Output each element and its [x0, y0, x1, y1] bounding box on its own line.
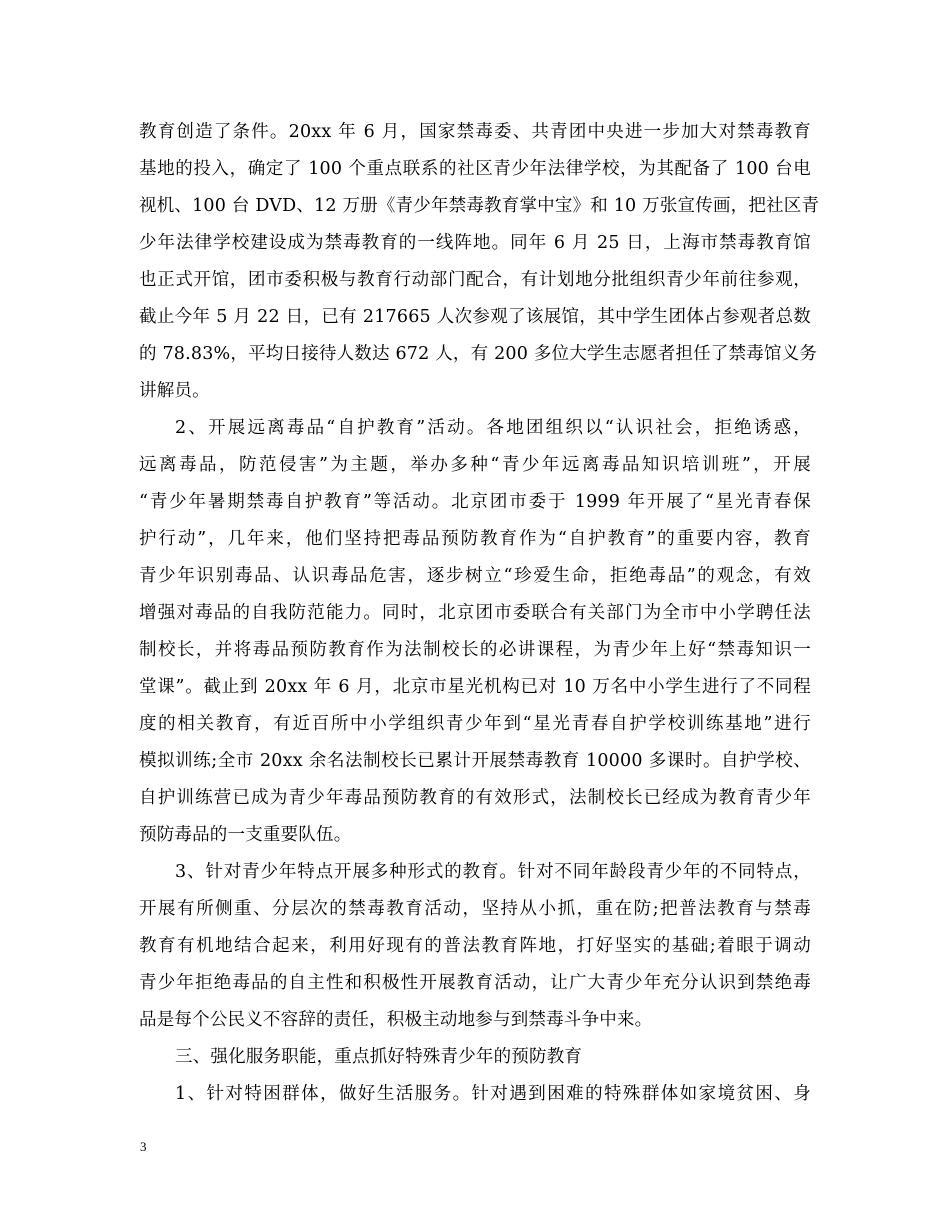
text-line: 远离毒品，防范侵害”为主题，举办多种“青少年远离毒品知识培训班”，开展: [139, 455, 811, 475]
paragraph-first-line: 1、针对特困群体，做好生活服务。针对遇到困难的特殊群体如家境贫困、身: [175, 1084, 811, 1104]
text-line: 视机、100 台 DVD、12 万册《青少年禁毒教育掌中宝》和 10 万张宣传画，把社区青: [139, 196, 820, 216]
paragraph-first-line: 2、开展远离毒品“自护教育”活动。各地团组织以“认识社会，拒绝诱惑，: [175, 418, 811, 438]
section-heading: 三、强化服务职能，重点抓好特殊青少年的预防教育: [175, 1047, 583, 1067]
text-line: 教育有机地结合起来，利用好现有的普法教育阵地，打好坚实的基础;着眼于调动: [139, 936, 811, 956]
page-number: 3: [140, 1139, 147, 1154]
text-line: 基地的投入，确定了 100 个重点联系的社区青少年法律学校，为其配备了 100 台电: [139, 159, 811, 179]
text-line: 制校长，并将毒品预防教育作为法制校长的必讲课程，为青少年上好“禁毒知识一: [139, 640, 811, 660]
text-line: 青少年拒绝毒品的自主性和积极性开展教育活动，让广大青少年充分认识到禁绝毒: [139, 973, 811, 993]
text-line: 的 78.83%，平均日接待人数达 672 人，有 200 多位大学生志愿者担任了禁毒馆义务: [139, 344, 818, 364]
body-text: [139, 114, 820, 1113]
text-line: 模拟训练;全市 20xx 余名法制校长已累计开展禁毒教育 10000 多课时。自护学校、: [139, 751, 811, 771]
text-line: 护行动”，几年来，他们坚持把毒品预防教育作为“自护教育”的重要内容，教育: [139, 529, 811, 549]
text-line: 度的相关教育，有近百所中小学组织青少年到“星光青春自护学校训练基地”进行: [139, 714, 811, 734]
text-line: 青少年识别毒品、认识毒品危害，逐步树立“珍爱生命，拒绝毒品”的观念，有效: [139, 566, 811, 586]
text-line: 增强对毒品的自我防范能力。同时，北京团市委联合有关部门为全市中小学聘任法: [139, 603, 811, 623]
text-line: 少年法律学校建设成为禁毒教育的一线阵地。同年 6 月 25 日，上海市禁毒教育馆: [139, 233, 811, 253]
text-line: 自护训练营已成为青少年毒品预防教育的有效形式，法制校长已经成为教育青少年: [139, 788, 811, 808]
paragraph-first-line: 3、针对青少年特点开展多种形式的教育。针对不同年龄段青少年的不同特点，: [175, 862, 811, 882]
text-line: 教育创造了条件。20xx 年 6 月，国家禁毒委、共青团中央进一步加大对禁毒教育: [139, 122, 811, 142]
text-line: 截止今年 5 月 22 日，已有 217665 人次参观了该展馆，其中学生团体占参观者总数: [139, 307, 811, 327]
text-line: 堂课”。截止到 20xx 年 6 月，北京市星光机构已对 10 万名中小学生进行了不同程: [139, 677, 811, 697]
text-line: 品是每个公民义不容辞的责任，积极主动地参与到禁毒斗争中来。: [139, 1010, 653, 1030]
text-line: 讲解员。: [139, 381, 210, 401]
text-line: 也正式开馆，团市委积极与教育行动部门配合，有计划地分批组织青少年前往参观，: [139, 270, 811, 290]
text-line: 开展有所侧重、分层次的禁毒教育活动，坚持从小抓，重在防;把普法教育与禁毒: [139, 899, 811, 919]
text-line: 预防毒品的一支重要队伍。: [139, 825, 352, 845]
text-line: “青少年暑期禁毒自护教育”等活动。北京团市委于 1999 年开展了“星光青春保: [139, 492, 811, 512]
